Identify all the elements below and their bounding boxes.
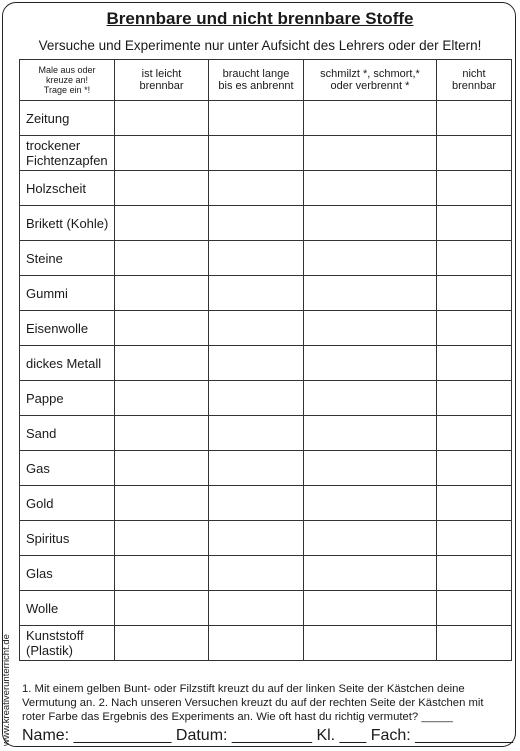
website-url: www.kreativerunterricht.de (1, 634, 12, 746)
answer-cell[interactable] (437, 136, 512, 171)
material-label (20, 381, 115, 416)
answer-cell[interactable] (304, 101, 437, 136)
answer-cell[interactable] (115, 101, 209, 136)
answer-cell[interactable] (115, 416, 209, 451)
header-row (20, 60, 512, 101)
material-label (20, 171, 115, 206)
answer-cell[interactable] (304, 451, 437, 486)
answer-cell[interactable] (115, 206, 209, 241)
table-row (20, 556, 512, 591)
answer-cell[interactable] (209, 241, 304, 276)
column-header-line: schmilzt *, schmort,* (320, 68, 420, 80)
table-row (20, 591, 512, 626)
material-label-line: (Plastik) (26, 643, 73, 658)
answer-cell[interactable] (437, 381, 512, 416)
answer-cell[interactable] (115, 276, 209, 311)
answer-cell[interactable] (209, 136, 304, 171)
material-label (20, 416, 115, 451)
material-label-line: Gummi (26, 285, 68, 301)
material-label (20, 101, 115, 136)
answer-cell[interactable] (115, 486, 209, 521)
answer-cell[interactable] (115, 381, 209, 416)
table-row (20, 171, 512, 206)
answer-cell[interactable] (115, 451, 209, 486)
column-header-line: brennbar (451, 80, 497, 92)
table-row (20, 101, 512, 136)
table-row (20, 206, 512, 241)
answer-cell[interactable] (115, 626, 209, 661)
material-label-line: Eisenwolle (26, 320, 89, 336)
column-header-line: bis es anbrennt (218, 80, 294, 92)
answer-cell[interactable] (437, 626, 512, 661)
material-label (20, 136, 115, 171)
material-label (20, 626, 115, 661)
column-header (20, 60, 115, 101)
answer-cell[interactable] (437, 241, 512, 276)
material-label-line: dickes Metall (26, 355, 102, 371)
answer-cell[interactable] (209, 101, 304, 136)
answer-cell[interactable] (209, 591, 304, 626)
answer-cell[interactable] (437, 591, 512, 626)
column-header (304, 60, 437, 101)
answer-cell[interactable] (304, 626, 437, 661)
answer-cell[interactable] (437, 521, 512, 556)
answer-cell[interactable] (304, 486, 437, 521)
column-header-line: Trage ein *! (43, 85, 91, 95)
material-label-line: Wolle (26, 600, 59, 616)
table-row (20, 451, 512, 486)
answer-cell[interactable] (209, 626, 304, 661)
material-label (20, 486, 115, 521)
material-label (20, 311, 115, 346)
table-row (20, 311, 512, 346)
answer-cell[interactable] (304, 381, 437, 416)
answer-cell[interactable] (115, 346, 209, 381)
answer-cell[interactable] (304, 416, 437, 451)
table-row (20, 241, 512, 276)
material-label-line: Holzscheit (26, 180, 86, 196)
answer-cell[interactable] (115, 241, 209, 276)
material-label-line: Gold (26, 495, 54, 511)
answer-cell[interactable] (437, 206, 512, 241)
answer-cell[interactable] (437, 276, 512, 311)
answer-cell[interactable] (209, 276, 304, 311)
material-label-line: Steine (26, 250, 63, 266)
answer-cell[interactable] (115, 136, 209, 171)
material-label (20, 241, 115, 276)
column-header-line: nicht (462, 68, 486, 80)
material-label-line: Pappe (26, 390, 64, 406)
answer-cell[interactable] (304, 136, 437, 171)
answer-cell[interactable] (304, 171, 437, 206)
answer-cell[interactable] (115, 521, 209, 556)
answer-cell[interactable] (304, 521, 437, 556)
material-label (20, 591, 115, 626)
column-header (209, 60, 304, 101)
column-header-line: oder verbrennt * (330, 80, 410, 92)
answer-cell[interactable] (209, 381, 304, 416)
material-label (20, 276, 115, 311)
answer-cell[interactable] (209, 346, 304, 381)
material-label (20, 451, 115, 486)
table-row (20, 416, 512, 451)
table-row (20, 346, 512, 381)
column-header-line: kreuze an! (45, 75, 89, 85)
answer-cell[interactable] (209, 486, 304, 521)
column-header-line: braucht lange (222, 68, 290, 80)
column-header (437, 60, 512, 101)
column-header-line: brennbar (139, 80, 184, 92)
instructions: 1. Mit einem gelben Bunt- oder Filzstift kreuzt du auf der linken Seite der Kästchen deine Vermutung an. 2. Nach unseren Versuchen kreuzt du auf der rechten Seite der Kästchen mit roter Farbe das Ergebnis des Experiments an. Wie oft hast du richtig vermutet? _____ (22, 683, 484, 723)
material-label-line: Gas (26, 460, 50, 476)
answer-cell[interactable] (209, 416, 304, 451)
answer-cell[interactable] (304, 346, 437, 381)
answer-cell[interactable] (209, 311, 304, 346)
answer-cell[interactable] (437, 416, 512, 451)
answer-cell[interactable] (437, 171, 512, 206)
answer-cell[interactable] (304, 311, 437, 346)
answer-cell[interactable] (115, 556, 209, 591)
answer-cell[interactable] (304, 241, 437, 276)
answer-cell[interactable] (304, 276, 437, 311)
material-label (20, 521, 115, 556)
answer-cell[interactable] (209, 451, 304, 486)
footer-fields: Name: ___________ Datum: _________ Kl. ___ Fach: ___________ (22, 727, 514, 744)
material-label-line: Fichtenzapfen (26, 153, 108, 168)
table-row (20, 136, 512, 171)
table-row (20, 521, 512, 556)
answer-cell[interactable] (115, 311, 209, 346)
answer-cell[interactable] (437, 451, 512, 486)
material-label-line: Glas (26, 565, 53, 581)
answer-cell[interactable] (115, 591, 209, 626)
answer-cell[interactable] (209, 206, 304, 241)
answer-cell[interactable] (437, 486, 512, 521)
column-header-line: Male aus oder (38, 65, 96, 75)
answer-cell[interactable] (437, 346, 512, 381)
answer-cell[interactable] (209, 521, 304, 556)
experiment-table (19, 59, 512, 661)
answer-cell[interactable] (437, 311, 512, 346)
material-label-line: Zeitung (26, 110, 70, 126)
answer-cell[interactable] (304, 591, 437, 626)
table-row (20, 626, 512, 661)
table-row (20, 381, 512, 416)
answer-cell[interactable] (209, 171, 304, 206)
material-label-line: trockener (26, 138, 81, 153)
answer-cell[interactable] (437, 101, 512, 136)
answer-cell[interactable] (209, 556, 304, 591)
column-header (115, 60, 209, 101)
page-subtitle: Versuche und Experimente nur unter Aufsicht des Lehrers oder der Eltern! (38, 38, 482, 53)
table-row (20, 276, 512, 311)
material-label (20, 346, 115, 381)
answer-cell[interactable] (304, 206, 437, 241)
answer-cell[interactable] (437, 556, 512, 591)
material-label-line: Sand (26, 425, 57, 441)
material-label (20, 556, 115, 591)
column-header-line: ist leicht (141, 68, 182, 80)
material-label-line: Brikett (Kohle) (26, 215, 109, 231)
page-title: Brennbare und nicht brennbare Stoffe (106, 9, 414, 28)
answer-cell[interactable] (115, 171, 209, 206)
answer-cell[interactable] (304, 556, 437, 591)
table-row (20, 486, 512, 521)
material-label-line: Spiritus (26, 530, 70, 546)
material-label (20, 206, 115, 241)
material-label-line: Kunststoff (26, 628, 84, 643)
